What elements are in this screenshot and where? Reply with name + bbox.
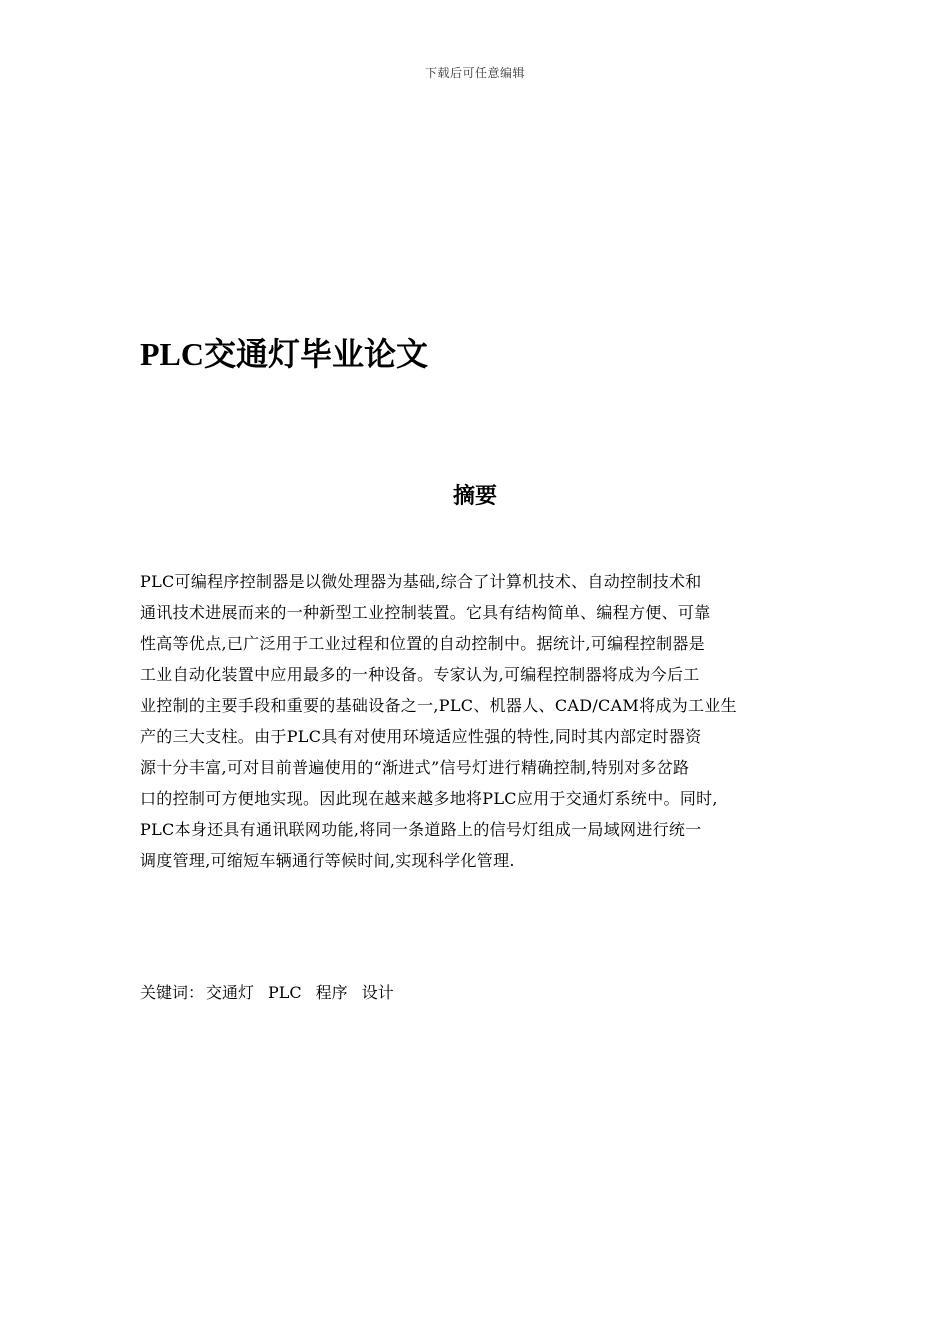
abstract-line: 源十分丰富,可对目前普遍使用的“渐进式”信号灯进行精确控制,特别对多岔路 (140, 758, 690, 777)
abstract-line: 业控制的主要手段和重要的基础设备之一,PLC、机器人、CAD/CAM将成为工业生 (140, 696, 737, 715)
abstract-line: 产的三大支柱。由于PLC具有对使用环境适应性强的特性,同时其内部定时器资 (140, 727, 702, 746)
abstract-line: 口的控制可方便地实现。因此现在越来越多地将PLC应用于交通灯系统中。同时, (140, 789, 718, 808)
keywords-line (140, 978, 408, 1008)
document-title: PLC交通灯毕业论文 (140, 336, 429, 372)
keyword-item: PLC (268, 983, 302, 1002)
keyword-item: 交通灯 (206, 983, 255, 1002)
abstract-body (140, 566, 820, 876)
abstract-line: PLC本身还具有通讯联网功能,将同一条道路上的信号灯组成一局域网进行统一 (140, 820, 702, 839)
keyword-item: 设计 (361, 983, 394, 1002)
header-note: 下载后可任意编辑 (424, 66, 525, 80)
abstract-line: 工业自动化装置中应用最多的一种设备。专家认为,可编程控制器将成为今后工 (140, 665, 700, 684)
keywords-label: 关键词： (140, 983, 205, 1002)
abstract-line: PLC可编程序控制器是以微处理器为基础,综合了计算机技术、自动控制技术和 (140, 572, 702, 591)
abstract-heading: 摘要 (452, 484, 497, 509)
abstract-line: 调度管理,可缩短车辆通行等候时间,实现科学化管理. (140, 851, 515, 870)
keyword-item: 程序 (315, 983, 348, 1002)
abstract-line: 性高等优点,已广泛用于工业过程和位置的自动控制中。据统计,可编程控制器是 (140, 634, 705, 653)
abstract-line: 通讯技术进展而来的一种新型工业控制装置。它具有结构简单、编程方便、可靠 (140, 603, 711, 622)
